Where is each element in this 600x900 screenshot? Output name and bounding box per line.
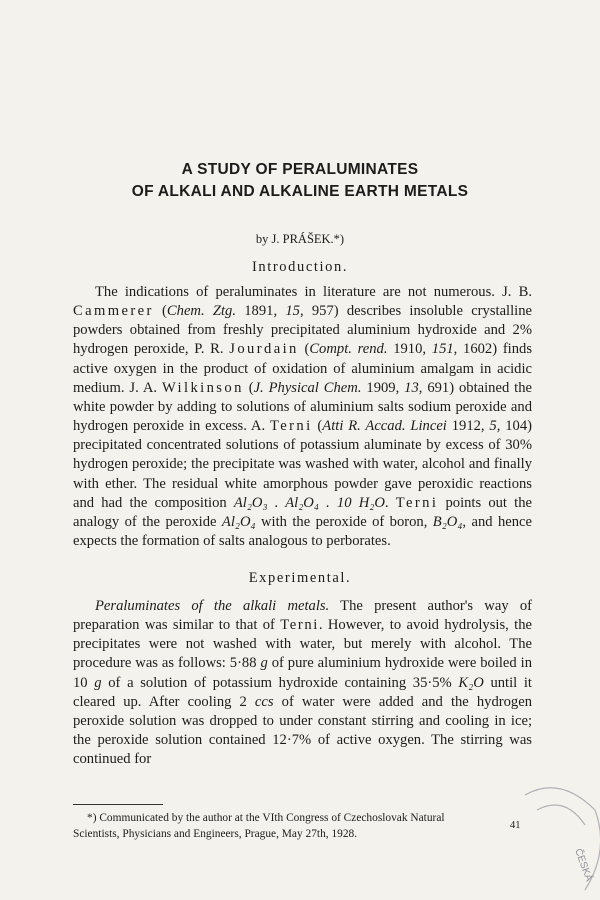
title-line-1: A STUDY OF PERALUMINATES	[181, 161, 419, 178]
citation-journal: Compt. rend.	[309, 341, 388, 358]
library-stamp	[515, 770, 600, 900]
section-heading-introduction: Introduction.	[251, 259, 349, 275]
stamp-text: ČESKÁ	[572, 847, 595, 883]
author-line: by J. PRÁŠEK.*)	[255, 232, 345, 246]
author-terni: Terni	[269, 418, 313, 435]
chemical-formula: B₂O₄	[432, 513, 463, 530]
chemical-formula: K₂O	[458, 674, 484, 691]
subsection-title: Peraluminates of the alkali metals.	[95, 598, 330, 614]
citation-journal: Chem. Ztg.	[166, 303, 236, 320]
author-jourdain: Jourdain	[229, 341, 299, 358]
citation-journal: Atti R. Accad. Lincei	[322, 418, 447, 435]
citation-journal: J. Physical Chem.	[253, 379, 362, 396]
footnote-divider	[73, 804, 163, 805]
page-number: 41	[510, 820, 521, 831]
footnote: *) Communicated by the author at the VIth Congress of Czechoslovak Natural Scientists, Physicians and Engineers, Prague, May 27th, 1928.	[73, 812, 445, 840]
author-cammerer: Cammerer	[73, 303, 154, 320]
intro-paragraph: The indications of peraluminates in literature are not numerous. J. B. Cammerer (Chem. Ztg. 1891, 15, 957) describes insoluble crystalline powders obtained from freshly precipitated aluminium hydroxide and 2% hydrogen peroxide, P. R. Jourdain (Compt. rend. 1910, 151, 1602) finds active oxygen in the product of oxidation of aluminium amalgam in acidic medium. J. A. Wilkinson (J. Physical Chem. 1909, 13, 691) obtained the white powder by adding to solutions of aluminium salts sodium peroxide and hydrogen peroxide in excess. A. Terni (Atti R. Accad. Lincei 1912, 5, 104) precipitated concentrated solutions of potassium aluminate by excess of 30% hydrogen peroxide; the precipitate was washed with water, alcohol and finally with ether. The residual white amorphous powder gave peroxidic reactions and had the composition Al₂O₃ . Al₂O₄ . 10 H₂O. Terni points out the analogy of the peroxide Al₂O₄ with the peroxide of boron, B₂O₄, and hence expects the formation of salts analogous to perborates.	[73, 284, 533, 550]
author-terni: Terni	[280, 617, 319, 634]
author-terni: Terni	[395, 494, 439, 511]
chemical-formula: Al₂O₃ . Al₂O₄ . 10 H₂O	[233, 494, 385, 511]
chemical-formula: Al₂O₄	[221, 513, 256, 530]
title-line-2: OF ALKALI AND ALKALINE EARTH METALS	[131, 183, 469, 200]
experimental-paragraph: Peraluminates of the alkali metals. The present author's way of preparation was similar to that of Terni. However, to avoid hydrolysis, the precipitates were not washed with water, but merely with alcohol. The procedure was as follows: 5·88 g of pure aluminium hydroxide were boiled in 10 g of a solution of potassium hydroxide containing 35·5% K₂O until it cleared up. After cooling 2 ccs of water were added and the hydrogen peroxide solution was dropped to under constant stirring and cooling in ice; the peroxide solution contained 12·7% of active oxygen. The stirring was continued for	[73, 598, 532, 768]
section-heading-experimental: Experimental.	[248, 570, 352, 586]
author-wilkinson: Wilkinson	[161, 379, 244, 396]
